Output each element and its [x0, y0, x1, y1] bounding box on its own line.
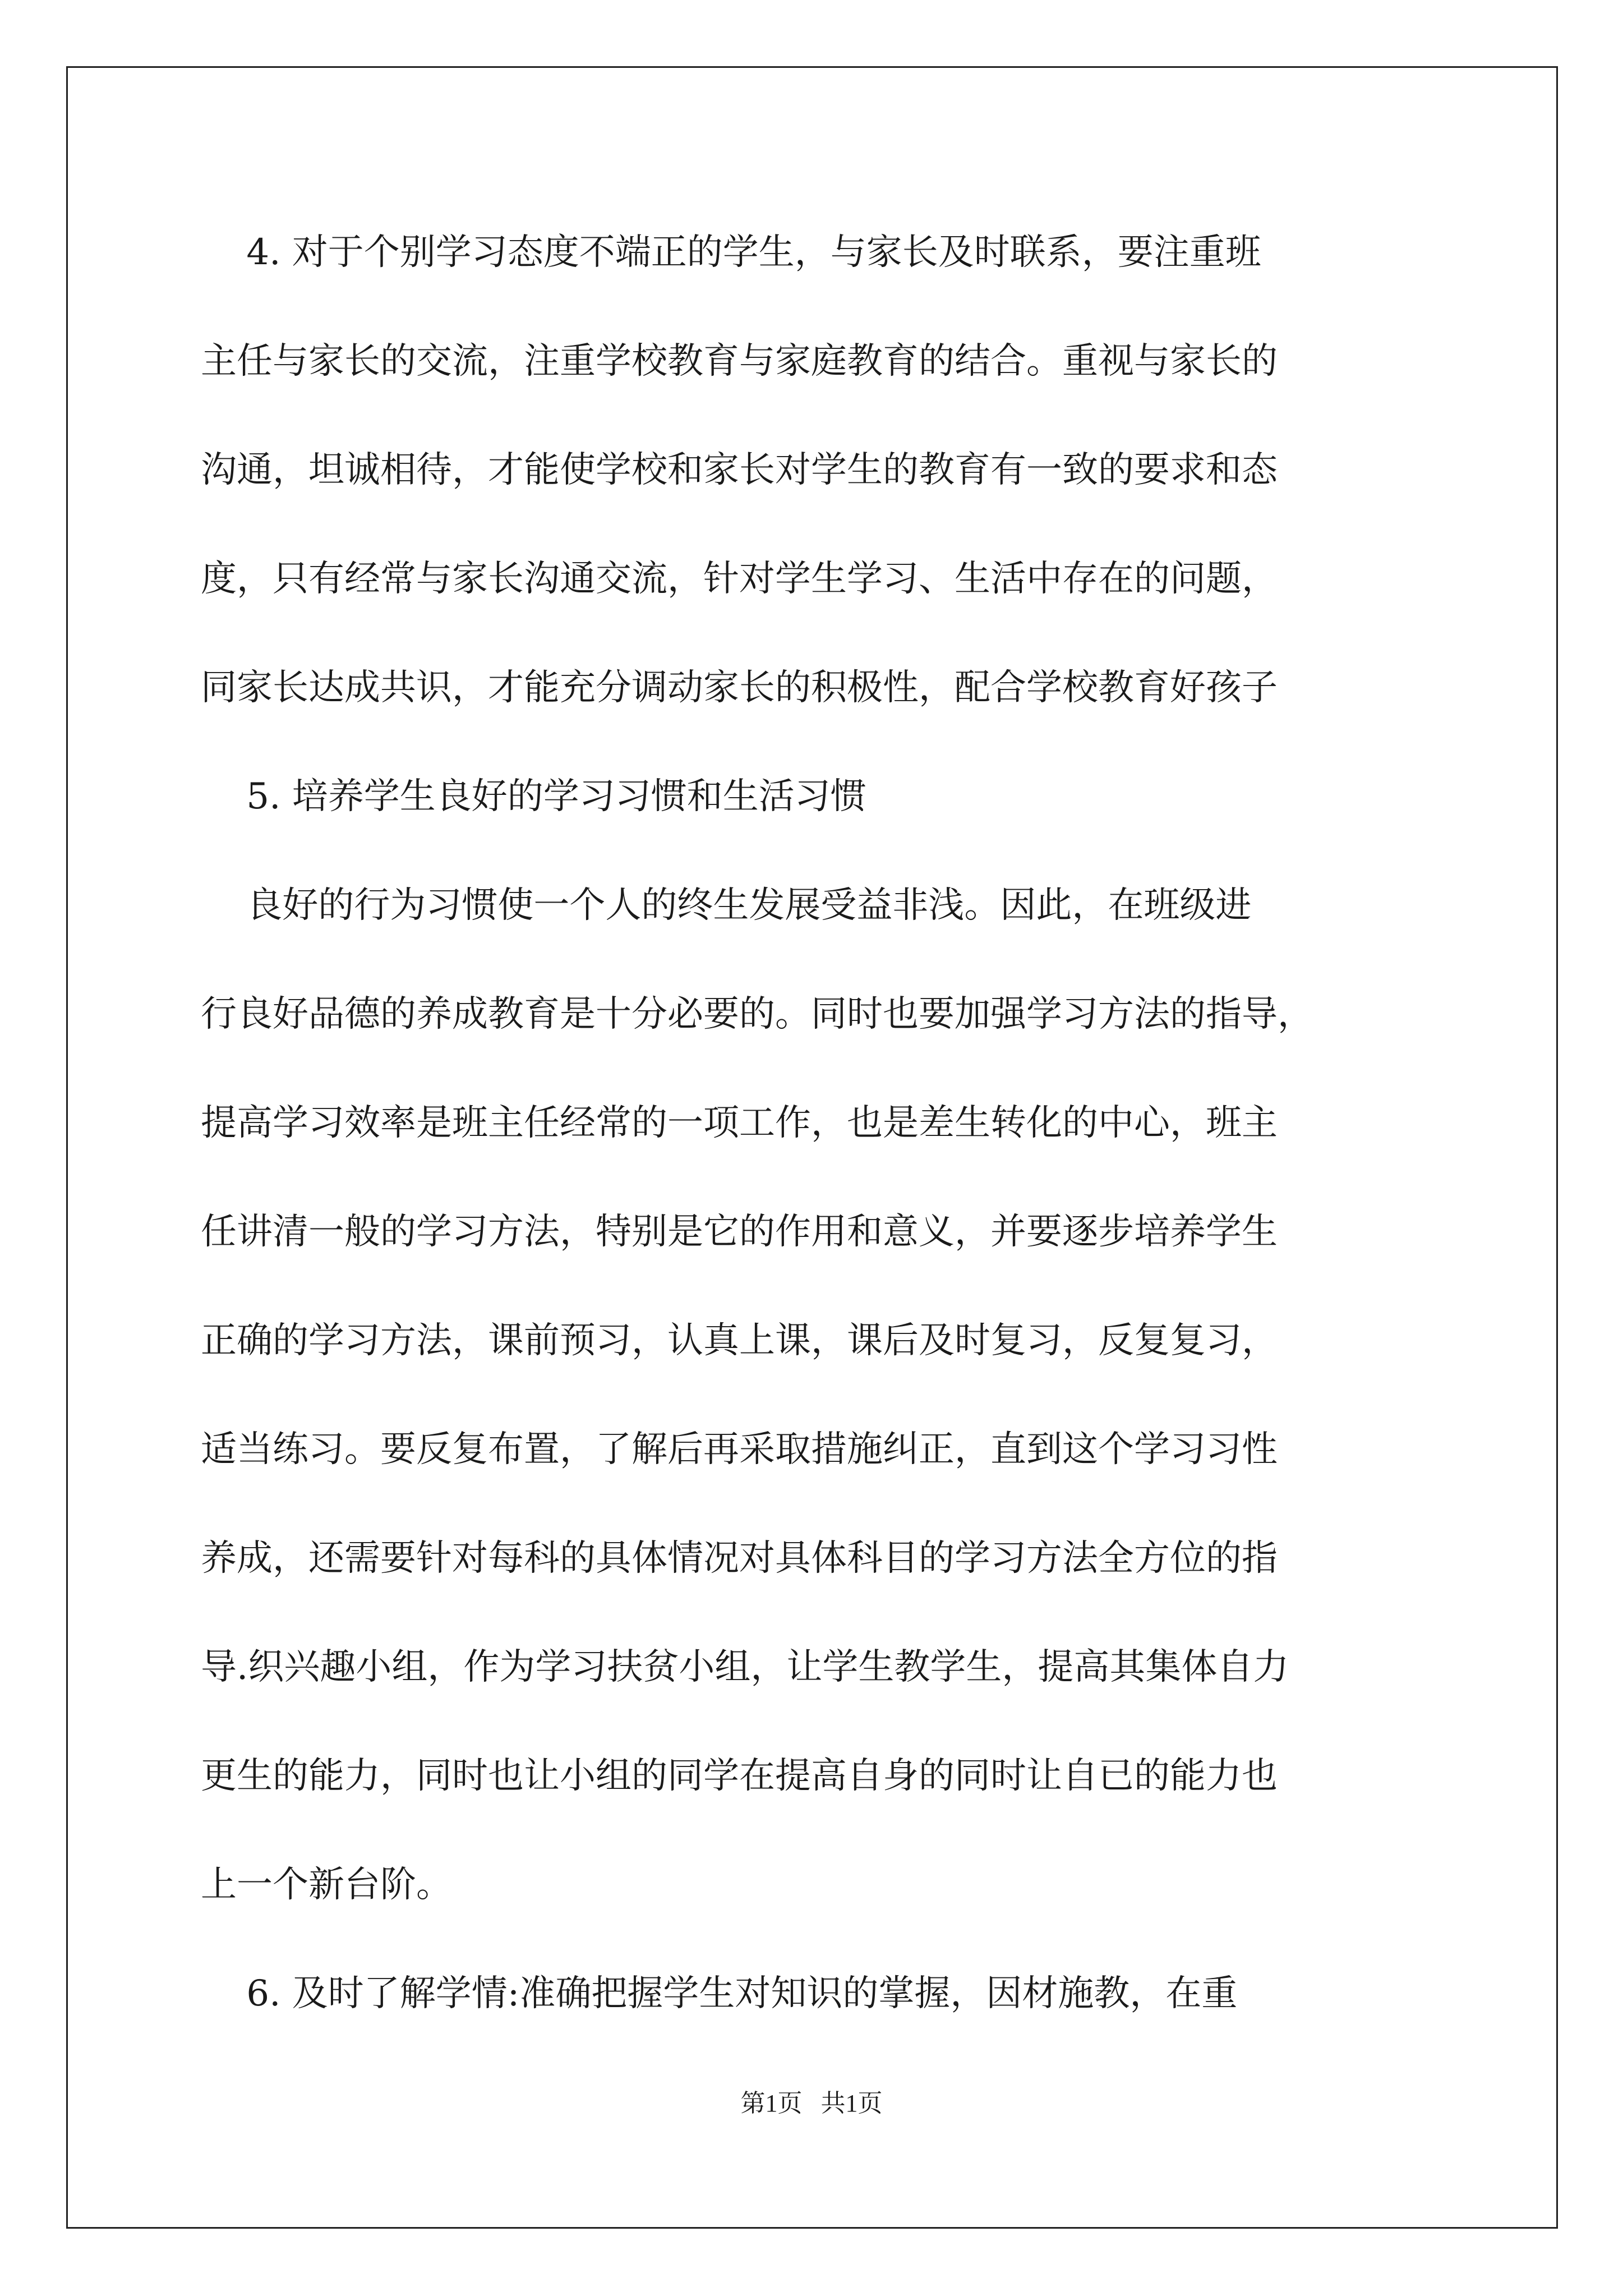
paragraph-5-line-5: 正确的学习方法，课前预习，认真上课，课后及时复习，反复复习， — [201, 1320, 1278, 1361]
page-number-footer: 第1页 共1页 — [740, 2090, 883, 2117]
paragraph-5-line-6: 适当练习。要反复布置，了解后再采取措施纠正，直到这个学习习性 — [201, 1429, 1278, 1470]
paragraph-5-line-9: 更生的能力，同时也让小组的同学在提高自身的同时让自已的能力也 — [201, 1755, 1278, 1797]
paragraph-5-line-8: 导.织兴趣小组，作为学习扶贫小组，让学生教学生，提高其集体自力 — [201, 1646, 1289, 1688]
paragraph-5-line-7: 养成，还需要针对每科的具体情况对具体科目的学习方法全方位的指 — [201, 1538, 1278, 1579]
paragraph-6-line-1: 6. 及时了解学情:准确把握学生对知识的掌握，因材施教，在重 — [201, 1973, 1238, 2014]
heading-5: 5. 培养学生良好的学习习惯和生活习惯 — [201, 776, 866, 817]
paragraph-5-line-1: 良好的行为习惯使一个人的终生发展受益非浅。因此，在班级进 — [201, 885, 1252, 926]
paragraph-5-line-3: 提高学习效率是班主任经常的一项工作，也是差生转化的中心，班主 — [201, 1102, 1278, 1144]
paragraph-4-line-2: 主任与家长的交流，注重学校教育与家庭教育的结合。重视与家长的 — [201, 341, 1278, 382]
paragraph-4-line-4: 度，只有经常与家长沟通交流，针对学生学习、生活中存在的问题， — [201, 558, 1278, 600]
paragraph-5-line-4: 任讲清一般的学习方法，特别是它的作用和意义，并要逐步培养学生 — [201, 1211, 1278, 1253]
paragraph-5-line-10: 上一个新台阶。 — [201, 1864, 452, 1906]
paragraph-4-line-5: 同家长达成共识，才能充分调动家长的积极性，配合学校教育好孩子 — [201, 667, 1278, 708]
paragraph-5-line-2: 行良好品德的养成教育是十分必要的。同时也要加强学习方法的指导， — [201, 993, 1313, 1035]
paragraph-4-line-1: 4. 对于个别学习态度不端正的学生，与家长及时联系，要注重班 — [201, 232, 1261, 273]
paragraph-4-line-3: 沟通，坦诚相待，才能使学校和家长对学生的教育有一致的要求和态 — [201, 449, 1278, 491]
